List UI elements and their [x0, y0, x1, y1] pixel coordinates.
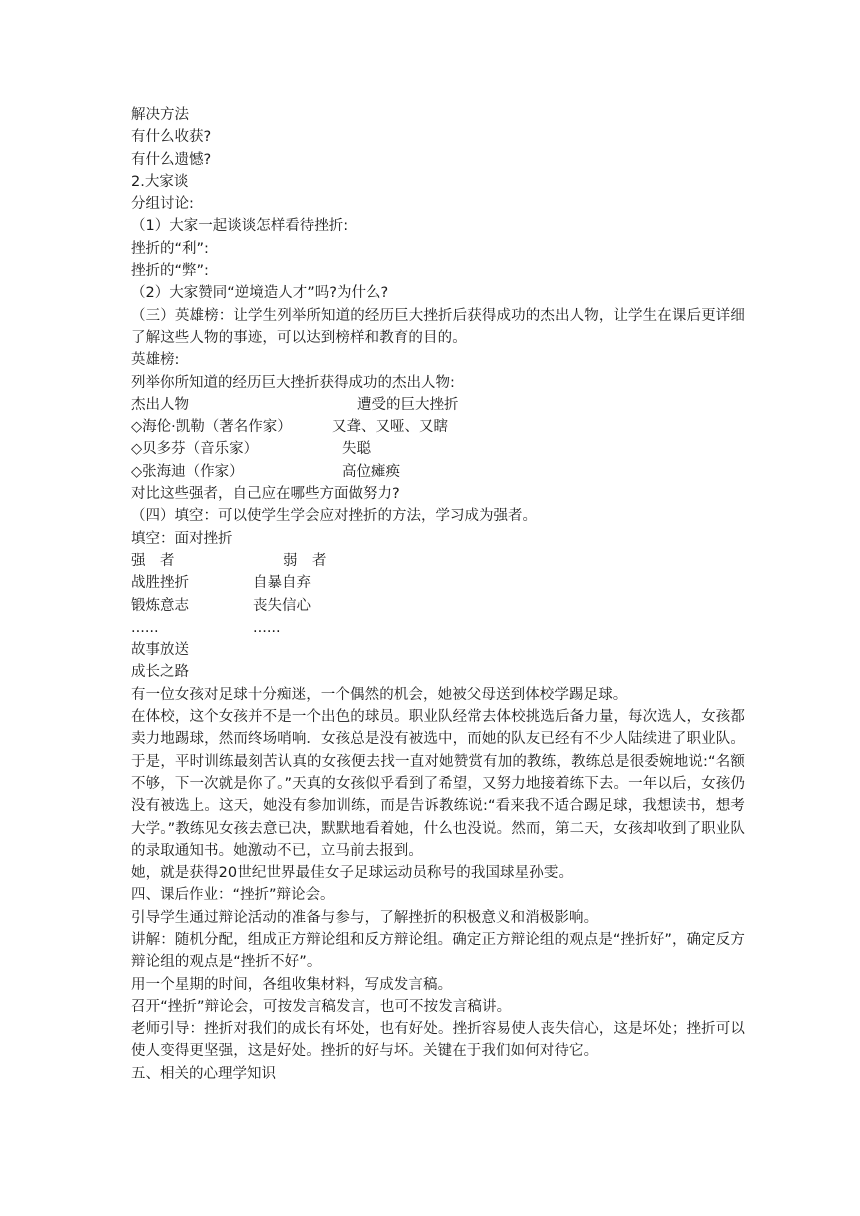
fill-table-row: [131, 595, 745, 617]
homework-paragraph: 用一个星期的时间，各组收集材料，写成发言稿。: [131, 976, 453, 993]
hero-person: ◇贝多芬（音乐家）: [131, 441, 259, 458]
story-paragraph: 有一位女孩对足球十分痴迷，一个偶然的机会，她被父母送到体校学踢足球。: [131, 686, 628, 703]
homework-paragraph: 召开“挫折”辩论会，可按发言稿发言，也可不按发言稿讲。: [131, 998, 512, 1015]
hero-question: 对比这些强者，自己应在哪些方面做努力?: [131, 486, 400, 503]
fill-weak: ......: [253, 619, 281, 636]
hero-table-row: [131, 461, 745, 483]
hero-setback: 高位瘫痪: [342, 463, 400, 480]
hero-person: ◇张海迪（作家）: [131, 463, 244, 480]
hero-title: 英雄榜:: [131, 352, 180, 369]
hero-person: ◇海伦·凯勒（著名作家）: [131, 419, 292, 436]
fill-table-row: [131, 572, 745, 594]
text-line: 解决方法: [131, 107, 189, 123]
section-4-line: （四）填空：可以使学生学会应对挫折的方法，学习成为强者。: [131, 508, 537, 525]
homework-paragraph: 讲解：随机分配，组成正方辩论组和反方辩论组。确定正方辩论组的观点是“挫折好”，确定反方辩论组的观点是“挫折不好”。: [131, 931, 745, 971]
fill-strong: 战胜挫折: [131, 575, 189, 592]
section-5-title: 五、相关的心理学知识: [131, 1065, 276, 1082]
homework-paragraph: 老师引导：挫折对我们的成长有坏处，也有好处。挫折容易使人丧失信心，这是坏处；挫折可以使人变得更坚强，这是好处。挫折的好与坏。关键在于我们如何对待它。: [131, 1021, 745, 1060]
fill-title: 填空：面对挫折: [131, 530, 233, 547]
text-line: 有什么收获?: [131, 129, 212, 146]
homework-paragraph: 引导学生通过辩论活动的准备与参与，了解挫折的积极意义和消极影响。: [131, 909, 599, 926]
story-subtitle: 成长之路: [131, 664, 189, 681]
text-line: 2.大家谈: [131, 173, 189, 190]
hero-table: [131, 394, 745, 483]
story-paragraph: 在体校，这个女孩并不是一个出色的球员。职业队经常去体校挑选后备力量，每次选人，女孩都卖力地踢球，然而终场哨响．女孩总是没有被选中，而她的队友已经有不少人陆续进了职业队。于是，平时训练最刻苦认真的女孩便去找一直对她赞赏有加的教练，教练总是很委婉地说:“名额不够，下一次就是你了。”天真的女孩似乎看到了希望，又努力地接着练下去。一年以后，女孩仍没有被选上。这天，她没有参加训练，而是告诉教练说:“看来我不适合踢足球，我想读书，想考大学。”教练见女孩去意已决，默默地看着她，什么也没说。然而，第二天，女孩却收到了职业队的录取通知书。她激动不已，立马前去报到。: [131, 709, 745, 859]
hero-header-person: 杰出人物: [131, 396, 189, 413]
fill-header-weak: 弱 者: [283, 552, 327, 569]
text-line: （1）大家一起谈谈怎样看待挫折:: [131, 218, 349, 235]
text-line: （2）大家赞同“逆境造人才”吗?为什么?: [131, 285, 389, 302]
text-line: 挫折的“利”:: [131, 240, 209, 257]
section-3-paragraph: （三）英雄榜：让学生列举所知道的经历巨大挫折后获得成功的杰出人物，让学生在课后更详细了解这些人物的事迹，可以达到榜样和教育的目的。: [131, 307, 745, 346]
hero-table-header: [131, 394, 745, 416]
hero-header-setback: 遭受的巨大挫折: [357, 396, 459, 413]
text-line: 挫折的“弊”:: [131, 263, 209, 280]
hero-setback: 又聋、又哑、又瞎: [332, 419, 448, 436]
fill-table-row: [131, 617, 745, 639]
fill-header-strong: 强 者: [131, 552, 175, 569]
text-line: 分组讨论:: [131, 196, 194, 213]
text-line: 有什么遗憾?: [131, 151, 212, 168]
fill-strong: 锻炼意志: [131, 597, 189, 614]
hero-table-row: [131, 416, 745, 438]
homework-title: 四、课后作业：“挫折”辩论会。: [131, 887, 335, 904]
hero-table-row: [131, 438, 745, 460]
fill-strong: ......: [131, 619, 159, 636]
story-title: 故事放送: [131, 642, 189, 659]
document-page: [131, 104, 745, 1085]
fill-weak: 自暴自弃: [253, 575, 311, 592]
hero-prompt: 列举你所知道的经历巨大挫折获得成功的杰出人物:: [131, 374, 455, 391]
fill-table: [131, 550, 745, 639]
fill-table-header: [131, 550, 745, 572]
story-paragraph: 她，就是获得20世纪世界最佳女子足球运动员称号的我国球星孙雯。: [131, 865, 574, 882]
fill-weak: 丧失信心: [253, 597, 311, 614]
hero-setback: 失聪: [342, 441, 371, 458]
